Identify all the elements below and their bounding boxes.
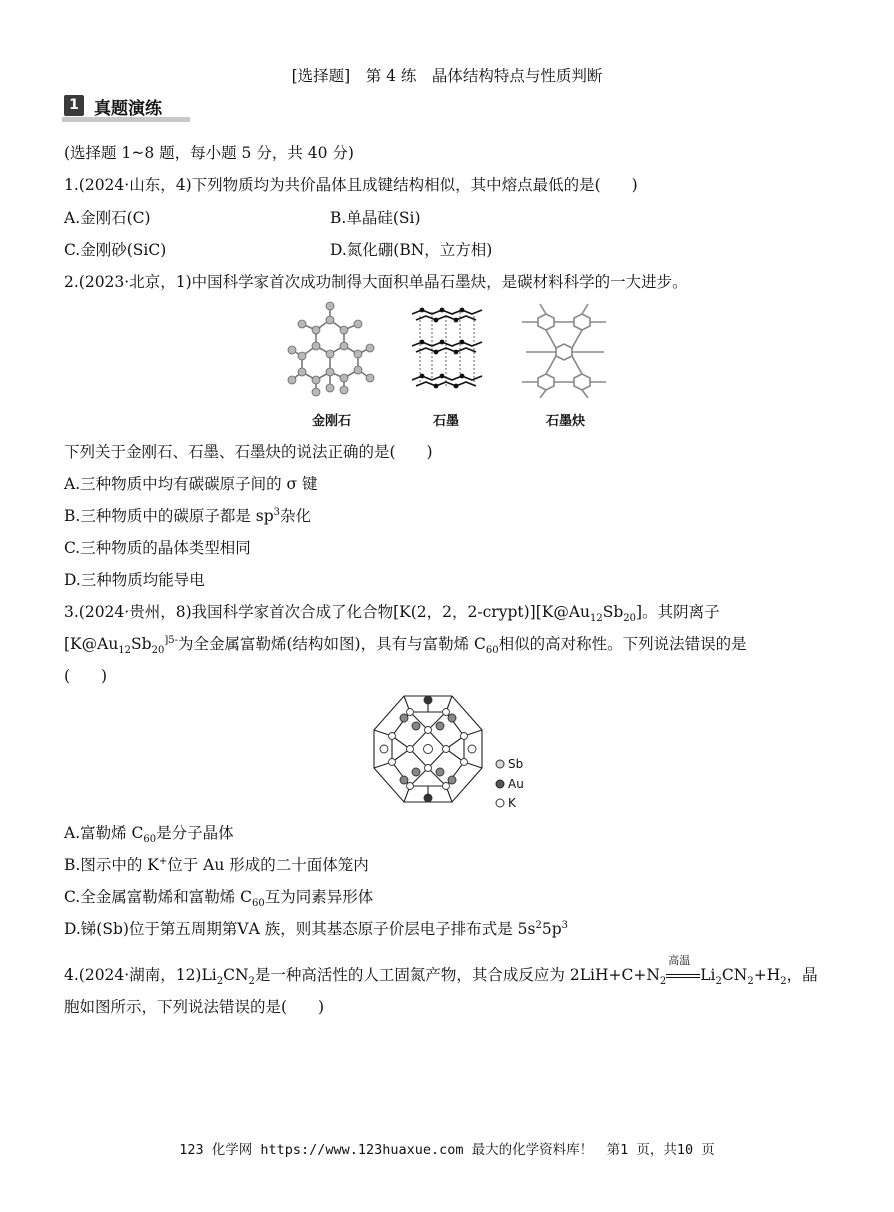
- page-title: [选择题] 第 4 练 晶体结构特点与性质判断: [291, 67, 603, 85]
- q2-question: 下列关于金刚石、石墨、石墨炔的说法正确的是( ): [64, 443, 433, 461]
- q1-option-b: B.单晶硅(Si): [330, 209, 421, 227]
- caption-graphite: 石墨: [433, 414, 460, 429]
- q3-stem-line2: [$K@Au_{12}Sb_{20}^{]5-}$为全金属富勒烯(结构如图)，具有与富勒烯 $C_{60}$相似的高对称性。下列说法错误的是: [64, 635, 747, 656]
- q2-option-a: A.三种物质中均有碳碳原子间的 σ 键: [64, 475, 318, 493]
- q1-option-a: A.金刚石(C): [64, 209, 151, 227]
- legend-au-marker: [494, 778, 506, 790]
- legend-sb-marker: [494, 758, 506, 770]
- caption-graphyne: 石墨炔: [546, 414, 586, 429]
- q1-stem: 1.(2024·山东，4)下列物质均为共价晶体且成键结构相似，其中熔点最低的是( ): [64, 176, 638, 194]
- caption-diamond: 金刚石: [312, 414, 352, 429]
- fullerene-structure-figure: [364, 690, 492, 808]
- q4-stem-line1: 4.(2024·湖南，$12)Li_2CN_2$是一种高活性的人工固氮产物，其合成反应为 $2LiH+C+N_2$ 高温 $Li_2CN_2+H_2$，晶: [64, 954, 818, 987]
- q3-stem-line3: ( ): [64, 667, 108, 685]
- instructions: (选择题 1~8 题，每小题 5 分，共 40 分): [64, 144, 354, 162]
- q1-option-c: C.金刚砂(SiC): [64, 241, 167, 259]
- section-header: [62, 93, 190, 123]
- diamond-structure-figure: [282, 298, 382, 400]
- q3-stem-line1: 3.(2024·贵州，8)我国科学家首次合成了化合物[K(2，2，$2-crypt)][K@Au_{12}Sb_{20}]$。其阴离子: [64, 603, 720, 624]
- q3-option-a: A.富勒烯 $C_{60}$是分子晶体: [64, 824, 234, 845]
- graphyne-structure-figure: [518, 302, 610, 398]
- q3-option-d: D.锑(Sb)位于第五周期第ⅤA 族，则其基态原子价层电子排布式是 $5s^25p^3$: [64, 920, 569, 938]
- q1-option-d: D.氮化硼(BN，立方相): [330, 241, 493, 259]
- section-label: 真题演练: [94, 99, 162, 119]
- q2-stem: 2.(2023·北京，1)中国科学家首次成功制得大面积单晶石墨炔，是碳材料科学的一大进步。: [64, 273, 688, 291]
- q2-option-c: C.三种物质的晶体类型相同: [64, 539, 251, 557]
- graphite-structure-figure: [408, 304, 486, 396]
- legend-au: Au: [508, 777, 524, 791]
- q3-option-b: B.图示中的 K+位于 Au 形成的二十面体笼内: [64, 856, 369, 874]
- reaction-condition: 高温: [666, 968, 700, 984]
- section-number-badge: 1: [64, 95, 84, 116]
- q4-stem-line2: 胞如图所示，下列说法错误的是( ): [64, 998, 325, 1016]
- q3-option-c: C.全金属富勒烯和富勒烯 $C_{60}$互为同素异形体: [64, 888, 374, 909]
- page-footer: 123 化学网 https://www.123huaxue.com 最大的化学资料库！ 第1 页，共10 页: [179, 1142, 715, 1158]
- q2-option-b: B.三种物质中的碳原子都是 $sp^3$杂化: [64, 507, 312, 525]
- legend-sb: Sb: [508, 757, 524, 771]
- q2-option-d: D.三种物质均能导电: [64, 571, 205, 589]
- legend-k-marker: [494, 797, 506, 809]
- legend-k: K: [508, 796, 516, 810]
